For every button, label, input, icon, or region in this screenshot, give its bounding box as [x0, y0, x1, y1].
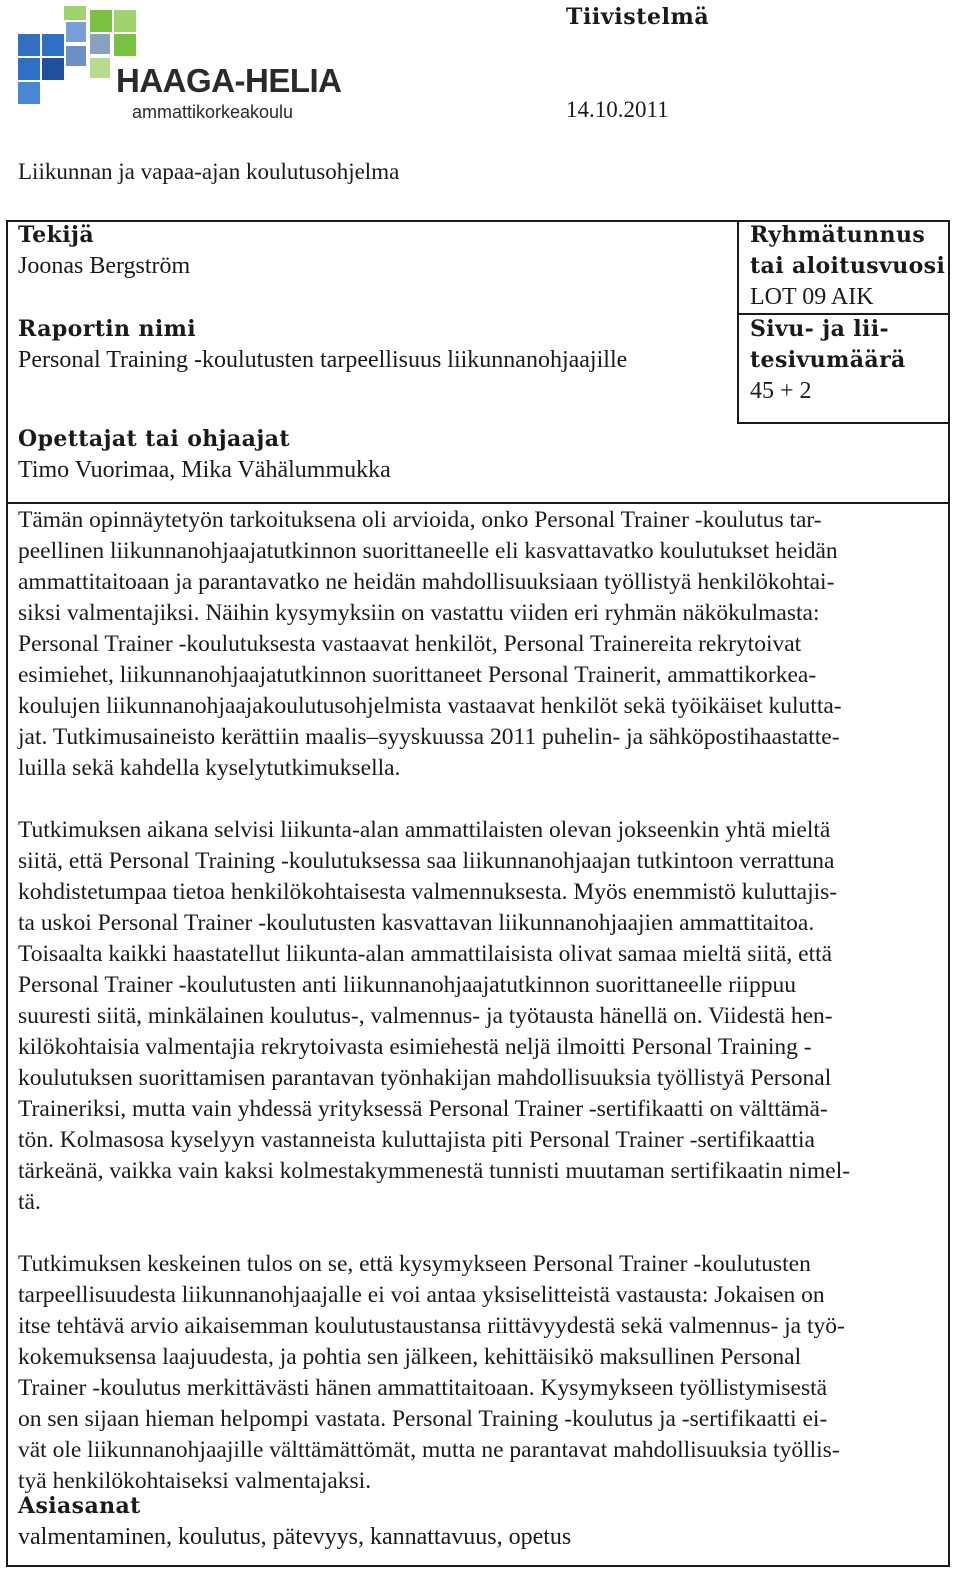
page-count: 45 + 2	[750, 378, 812, 404]
abstract-line: Trainer -koulutus merkittävästi hänen ammattitaitoaan. Kysymykseen työllistymisestä	[18, 1375, 828, 1401]
logo-wordmark: HAAGA-HELIA	[116, 62, 342, 99]
pages-label-line2: tesivumäärä	[750, 347, 906, 373]
degree-programme: Liikunnan ja vapaa-ajan koulutusohjelma	[18, 159, 400, 184]
abstract-body	[18, 505, 943, 1497]
abstract-line: Tutkimuksen keskeinen tulos on se, että kysymykseen Personal Trainer -koulutusten	[18, 1251, 811, 1277]
report-title-cell	[18, 314, 627, 376]
abstract-line: Toisaalta kaikki haastatellut liikunta-alan ammattilaisista olivat samaa mieltä siitä, että	[18, 941, 833, 967]
supervisors-label: Opettajat tai ohjaajat	[18, 426, 290, 452]
right-column-bottom-divider	[737, 422, 950, 424]
abstract-line: itse tehtävä arvio aikaisemman koulutustaustansa riittävyydestä sekä valmennus- ja työ-	[18, 1313, 845, 1339]
report-title-label: Raportin nimi	[18, 316, 197, 342]
abstract-line: kohdistetumpaa tietoa henkilökohtaisesta valmennuksesta. Myös enemmistö kuluttajis-	[18, 879, 838, 905]
keywords-list: valmentaminen, koulutus, pätevyys, kannattavuus, opetus	[18, 1524, 572, 1550]
abstract-paragraph-3	[18, 1249, 943, 1497]
abstract-line: Personal Trainer -koulutusten anti liikunnanohjaajatutkinnon suorittaneelle riippuu	[18, 972, 796, 998]
abstract-line: Tämän opinnäytetyön tarkoituksena oli arvioida, onko Personal Trainer -koulutus tar-	[18, 507, 822, 533]
abstract-line: Traineriksi, mutta vain yhdessä yrityksessä Personal Trainer -sertifikaatti on välttämä-	[18, 1096, 828, 1122]
abstract-line: tä.	[18, 1189, 41, 1215]
abstract-paragraph-1	[18, 505, 943, 784]
abstract-line: Tutkimuksen aikana selvisi liikunta-alan ammattilaisten olevan jokseenkin yhtä mieltä	[18, 817, 831, 843]
abstract-line: siksi valmentajiksi. Näihin kysymyksiin on vastattu viiden eri ryhmän näkökulmasta:	[18, 600, 820, 626]
abstract-line: siitä, että Personal Training -koulutuksessa saa liikunnanohjaajan tutkintoon verrattuna	[18, 848, 835, 874]
abstract-line: Personal Trainer -koulutuksesta vastaavat henkilöt, Personal Trainereita rekrytoivat	[18, 631, 802, 657]
abstract-line: vät ole liikunnanohjaajille välttämättömät, mutta ne parantavat mahdollisuuksia työllis-	[18, 1437, 840, 1463]
keywords-cell	[18, 1491, 571, 1553]
table-bottom-border	[6, 1565, 950, 1567]
group-label-line1: Ryhmätunnus	[750, 222, 926, 248]
group-cell	[750, 220, 945, 313]
supervisors-bottom-divider	[6, 502, 950, 504]
report-title: Personal Training -koulutusten tarpeellisuus liikunnanohjaajille	[18, 347, 628, 373]
abstract-paragraph-2	[18, 815, 943, 1218]
haaga-helia-logo	[16, 6, 346, 124]
abstract-line: esimiehet, liikunnanohjaajatutkinnon suorittaneet Personal Trainerit, ammattikorkea-	[18, 662, 817, 688]
column-divider	[737, 220, 739, 424]
supervisors-names: Timo Vuorimaa, Mika Vähälummukka	[18, 457, 391, 483]
author-name: Joonas Bergström	[18, 253, 191, 279]
abstract-line: on sen sijaan hieman helpompi vastata. Personal Training -koulutus ja -sertifikaatti ei-	[18, 1406, 828, 1432]
document-date: 14.10.2011	[566, 97, 669, 122]
author-cell	[18, 220, 190, 282]
logo-subtitle: ammattikorkeakoulu	[132, 102, 294, 122]
abstract-line: koulujen liikunnanohjaajakoulutusohjelmista vastaavat henkilöt sekä työikäiset kulutta-	[18, 693, 842, 719]
abstract-line: koulutuksen suorittamisen parantavan työnhakijan mahdollisuuksia työllistyä Personal	[18, 1065, 832, 1091]
group-code: LOT 09 AIK	[750, 284, 874, 310]
abstract-line: jat. Tutkimusaineisto kerättiin maalis–syyskuussa 2011 puhelin- ja sähköpostihaastatte-	[18, 724, 840, 750]
abstract-line: ta uskoi Personal Trainer -koulutusten kasvattavan liikunnanohjaajien ammattitaitoa.	[18, 910, 815, 936]
table-left-border	[6, 220, 8, 1567]
abstract-line: luilla sekä kahdella kyselytutkimuksella.	[18, 755, 401, 781]
abstract-line: tyä henkilökohtaiseksi valmentajaksi.	[18, 1468, 372, 1494]
abstract-line: kokemuksensa laajuudesta, ja pohtia sen jälkeen, kehittäisikö maksullinen Personal	[18, 1344, 802, 1370]
supervisors-cell	[18, 424, 391, 486]
pages-label-line1: Sivu- ja lii-	[750, 316, 890, 342]
group-label-line2: tai aloitusvuosi	[750, 253, 946, 279]
abstract-line: tärkeänä, vaikka vain kaksi kolmestakymmenestä tunnisti muutaman sertifikaatin nimel-	[18, 1158, 851, 1184]
abstract-line: ammattitaitoaan ja parantavatko ne heidän mahdollisuuksiaan työllistyä henkilökohtai-	[18, 569, 835, 595]
pages-cell	[750, 314, 906, 407]
abstract-line: tön. Kolmasosa kyselyyn vastanneista kuluttajista piti Personal Trainer -sertifikaattia	[18, 1127, 815, 1153]
abstract-line: kilökohtaisia valmentajia rekrytoivasta esimiehestä neljä ilmoitti Personal Training -	[18, 1034, 812, 1060]
keywords-label: Asiasanat	[18, 1493, 141, 1519]
abstract-line: suuresti siitä, minkälainen koulutus-, valmennus- ja työtausta hänellä on. Viidestä hen-	[18, 1003, 833, 1029]
document-type: Tiivistelmä	[566, 4, 710, 30]
author-label: Tekijä	[18, 222, 95, 248]
abstract-line: tarpeellisuudesta liikunnanohjaajalle ei voi antaa yksiselitteistä vastausta: Jokaisen on	[18, 1282, 825, 1308]
abstract-line: peellinen liikunnanohjaajatutkinnon suorittaneelle eli kasvattavatko koulutukset heidän	[18, 538, 838, 564]
